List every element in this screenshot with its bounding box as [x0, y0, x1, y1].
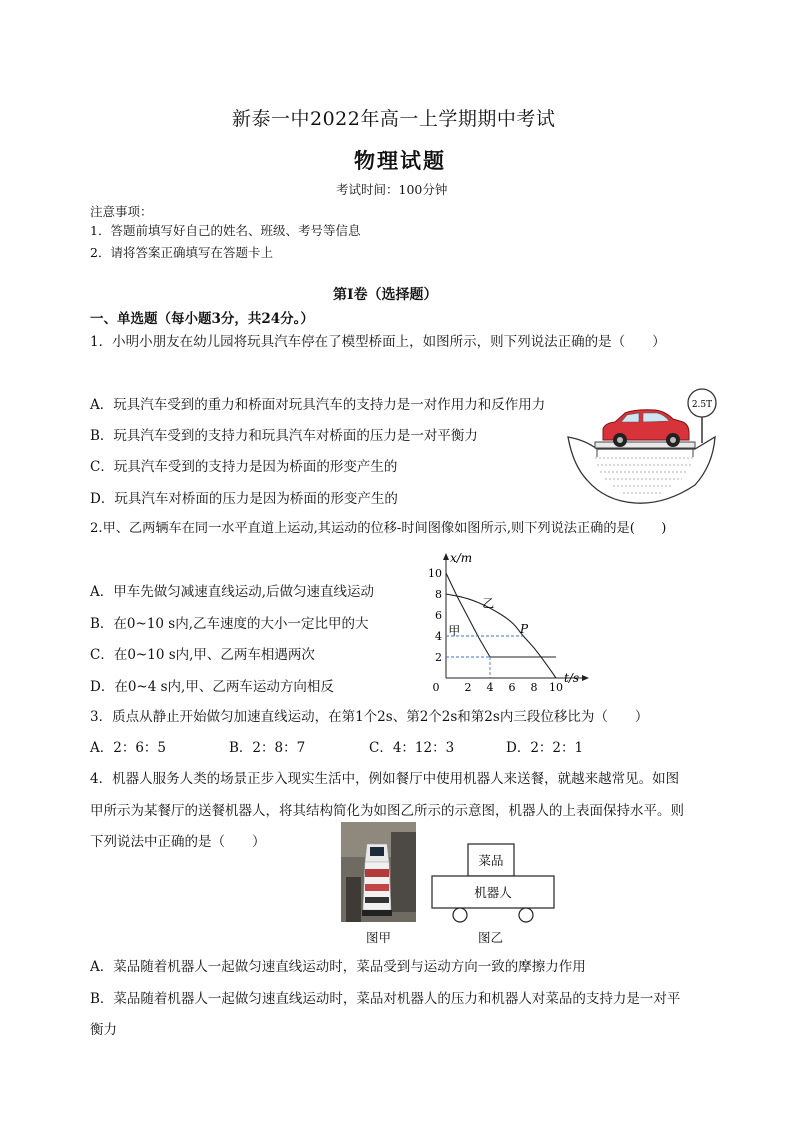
q4-option-b: B．菜品随着机器人一起做匀速直线运动时，菜品对机器人的压力和机器人对菜品的支持力是一对平 — [90, 991, 681, 1007]
q4-stem-line-2: 甲所示为某餐厅的送餐机器人，将其结构简化为如图乙所示的示意图，机器人的上表面保持水平。则 — [90, 803, 684, 819]
q2-option-c: C．在0~10 s内,甲、乙两车相遇两次 — [90, 647, 315, 663]
y-tick-label: 6 — [435, 609, 442, 622]
x-tick-label: 8 — [530, 681, 538, 694]
x-tick-label: 10 — [549, 681, 563, 694]
q4-option-a: A．菜品随着机器人一起做匀速直线运动时，菜品受到与运动方向一致的摩擦力作用 — [90, 959, 586, 975]
x-axis-label: t/s — [564, 671, 580, 685]
dish-label: 菜品 — [478, 853, 504, 868]
volume-title: 第I卷（选择题） — [333, 287, 438, 303]
q2-option-d: D．在0~4 s内,甲、乙两车运动方向相反 — [90, 679, 334, 695]
school-title: 新泰一中2022年高一上学期期中考试 — [232, 108, 556, 130]
q2-option-b: B．在0~10 s内,乙车速度的大小一定比甲的大 — [90, 616, 369, 632]
q3-option-a: A．2：6：5 — [90, 740, 167, 756]
x-axis-arrow — [582, 675, 589, 681]
robot-label: 机器人 — [474, 885, 512, 900]
toy-car-icon — [603, 410, 689, 447]
q2-position-time-chart — [420, 548, 600, 696]
x-tick-label: 2 — [464, 681, 472, 694]
q3-option-d: D．2：2：1 — [506, 740, 584, 756]
y-tick-label: 4 — [435, 630, 442, 643]
notes-item-2: 2．请将答案正确填写在答题卡上 — [90, 245, 273, 260]
q3-stem: 3．质点从静止开始做匀加速直线运动，在第1个2s、第2个2s和第2s内三段位移比为（ ） — [90, 709, 649, 725]
q1-option-a: A．玩具汽车受到的重力和桥面对玩具汽车的支持力是一对作用力和反作用力 — [90, 397, 546, 413]
q2-option-a: A．甲车先做匀减速直线运动,后做匀速直线运动 — [90, 584, 375, 600]
q1-option-b: B．玩具汽车受到的支持力和玩具汽车对桥面的压力是一对平衡力 — [90, 428, 478, 444]
wheel-right-icon — [519, 908, 533, 922]
notes-item-1: 1．答题前填写好自己的姓名、班级、考号等信息 — [90, 223, 361, 238]
y-tick-label: 10 — [428, 567, 442, 580]
notes-heading: 注意事项： — [90, 204, 153, 219]
figure-b-caption: 图乙 — [478, 930, 504, 945]
x-tick-label: 4 — [486, 681, 494, 694]
restaurant-robot-photo — [341, 822, 416, 922]
x-tick-label: 0 — [432, 681, 440, 694]
series-yi-label: 乙 — [482, 596, 495, 611]
y-axis-label: x/m — [450, 551, 473, 565]
q3-option-c: C．4：12：3 — [369, 740, 455, 756]
q2-stem: 2.甲、乙两辆车在同一水平直道上运动,其运动的位移-时间图像如图所示,则下列说法正确的是( ) — [90, 521, 667, 536]
y-tick-label: 2 — [435, 651, 442, 664]
figure-a-caption: 图甲 — [366, 930, 392, 945]
y-axis-arrow — [443, 553, 449, 560]
wheel-left-icon — [453, 908, 467, 922]
robot-schematic — [428, 842, 558, 924]
q4-option-b-continuation: 衡力 — [90, 1022, 117, 1038]
q1-option-d: D．玩具汽车对桥面的压力是因为桥面的形变产生的 — [90, 491, 398, 507]
q1-stem: 1．小明小朋友在幼儿园将玩具汽车停在了模型桥面上，如图所示，则下列说法正确的是（ ） — [90, 334, 666, 350]
y-tick-label: 8 — [435, 588, 442, 601]
q1-option-c: C．玩具汽车受到的支持力是因为桥面的形变产生的 — [90, 459, 398, 475]
series-jia-label: 甲 — [448, 623, 461, 638]
point-p-label: P — [520, 622, 529, 636]
q3-option-b: B．2：8：7 — [229, 740, 306, 756]
q1-bridge-figure — [565, 385, 725, 510]
q4-stem-line-3: 下列说法中正确的是（ ） — [90, 834, 266, 850]
subject-title: 物理试题 — [354, 148, 446, 173]
x-tick-label: 6 — [508, 681, 516, 694]
exam-time: 考试时间：100分钟 — [336, 182, 448, 197]
part-title: 一、单选题（每小题3分，共24分。） — [90, 311, 314, 327]
gauge-label: 2.5T — [691, 400, 713, 410]
q4-stem-line-1: 4．机器人服务人类的场景正步入现实生活中，例如餐厅中使用机器人来送餐，就越来越常见。如图 — [90, 771, 680, 787]
